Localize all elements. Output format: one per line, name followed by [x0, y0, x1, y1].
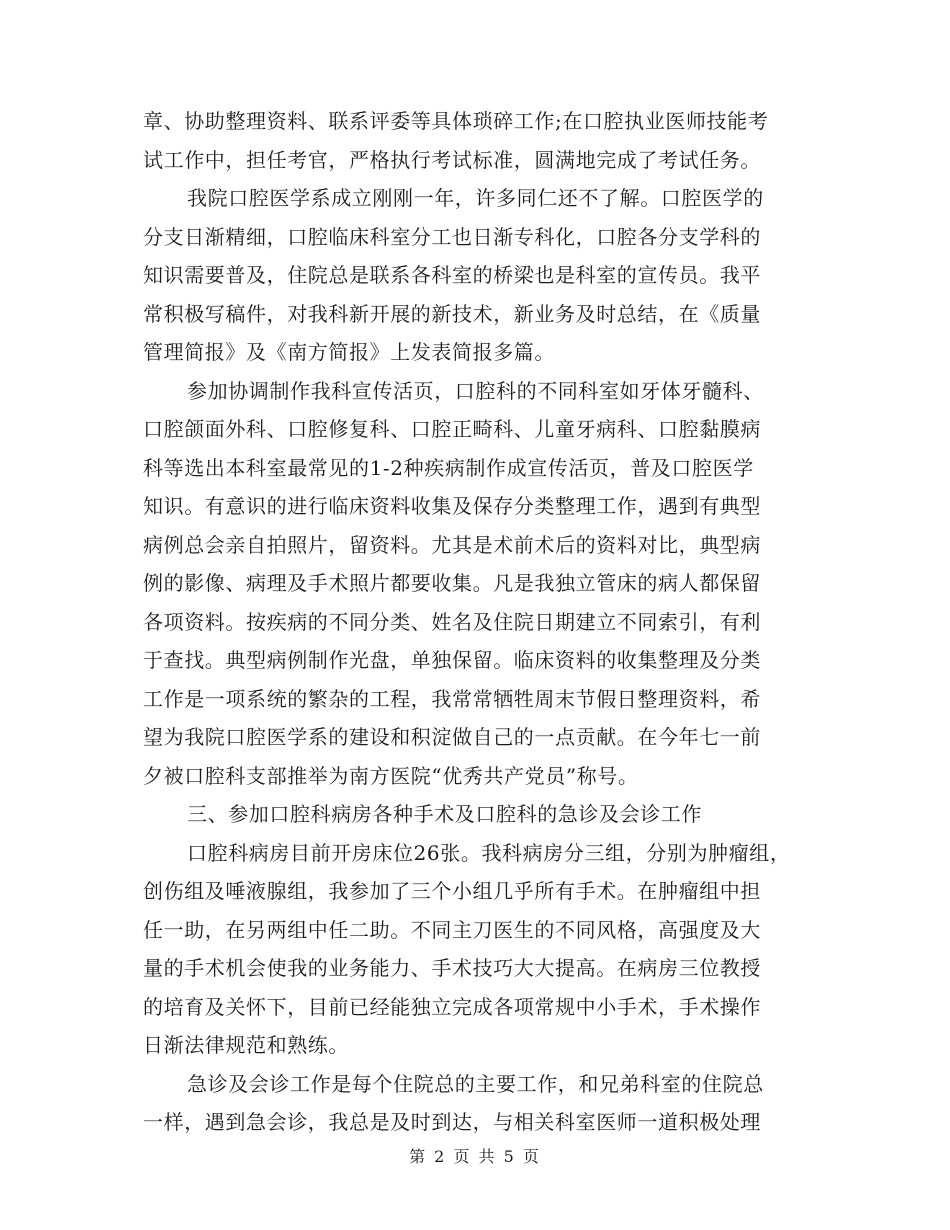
- text-line: 口腔科病房目前开房床位26张。我科病房分三组，分别为肿瘤组，: [187, 840, 791, 865]
- text-line: 于查找。典型病例制作光盘，单独保留。临床资料的收集整理及分类: [143, 648, 761, 672]
- text-line: 一样，遇到急会诊，我总是及时到达，与相关科室医师一道积极处理: [143, 1110, 761, 1134]
- text-line: 我院口腔医学系成立刚刚一年，许多同仁还不了解。口腔医学的: [187, 186, 764, 210]
- text-line: 工作是一项系统的繁杂的工程，我常常牺牲周末节假日整理资料，希: [143, 686, 761, 711]
- text-line: 各项资料。按疾病的不同分类、姓名及住院日期建立不同索引，有利: [143, 609, 761, 634]
- text-line: 口腔颌面外科、口腔修复科、口腔正畸科、儿童牙病科、口腔黏膜病: [143, 417, 761, 441]
- text-line: 知识需要普及，住院总是联系各科室的桥梁也是科室的宣传员。我平: [143, 263, 761, 287]
- text-line: 任一助，在另两组中任二助。不同主刀医生的不同风格，高强度及大: [143, 917, 761, 942]
- text-line: 病例总会亲自拍照片，留资料。尤其是术前术后的资料对比，典型病: [143, 532, 761, 557]
- text-line: 望为我院口腔医学系的建设和积淀做自己的一点贡献。在今年七一前: [143, 725, 761, 749]
- text-line: 日渐法律规范和熟练。: [143, 1033, 349, 1057]
- text-line: 创伤组及唾液腺组，我参加了三个小组几乎所有手术。在肿瘤组中担: [143, 879, 761, 903]
- text-line: 常积极写稿件，对我科新开展的新技术，新业务及时总结，在《质量: [143, 301, 761, 326]
- text-line: 试工作中，担任考官，严格执行考试标准，圆满地完成了考试任务。: [143, 147, 761, 172]
- text-line: 知识。有意识的进行临床资料收集及保存分类整理工作，遇到有典型: [143, 494, 761, 518]
- text-line: 分支日渐精细，口腔临床科室分工也日渐专科化，口腔各分支学科的: [143, 224, 761, 249]
- text-line: 参加协调制作我科宣传活页，口腔科的不同科室如牙体牙髓科、: [187, 378, 764, 403]
- document-body: [143, 102, 815, 1142]
- text-line: 科等选出本科室最常见的1-2种疾病制作成宣传活页，普及口腔医学: [143, 455, 754, 480]
- text-line: 急诊及会诊工作是每个住院总的主要工作，和兄弟科室的住院总: [187, 1071, 764, 1096]
- text-line: 例的影像、病理及手术照片都要收集。凡是我独立管床的病人都保留: [143, 571, 761, 595]
- text-line: 的培育及关怀下，目前已经能独立完成各项常规中小手术，手术操作: [143, 994, 761, 1019]
- text-line: 夕被口腔科支部推举为南方医院“优秀共产党员”称号。: [143, 763, 639, 788]
- text-line: 量的手术机会使我的业务能力、手术技巧大大提高。在病房三位教授: [143, 956, 761, 980]
- page-footer: 第 2 页 共 5 页: [409, 1147, 541, 1166]
- text-line: 章、协助整理资料、联系评委等具体琐碎工作;在口腔执业医师技能考: [143, 109, 769, 133]
- text-line: 管理简报》及《南方简报》上发表简报多篇。: [143, 340, 555, 364]
- text-line: 三、参加口腔科病房各种手术及口腔科的急诊及会诊工作: [187, 802, 702, 826]
